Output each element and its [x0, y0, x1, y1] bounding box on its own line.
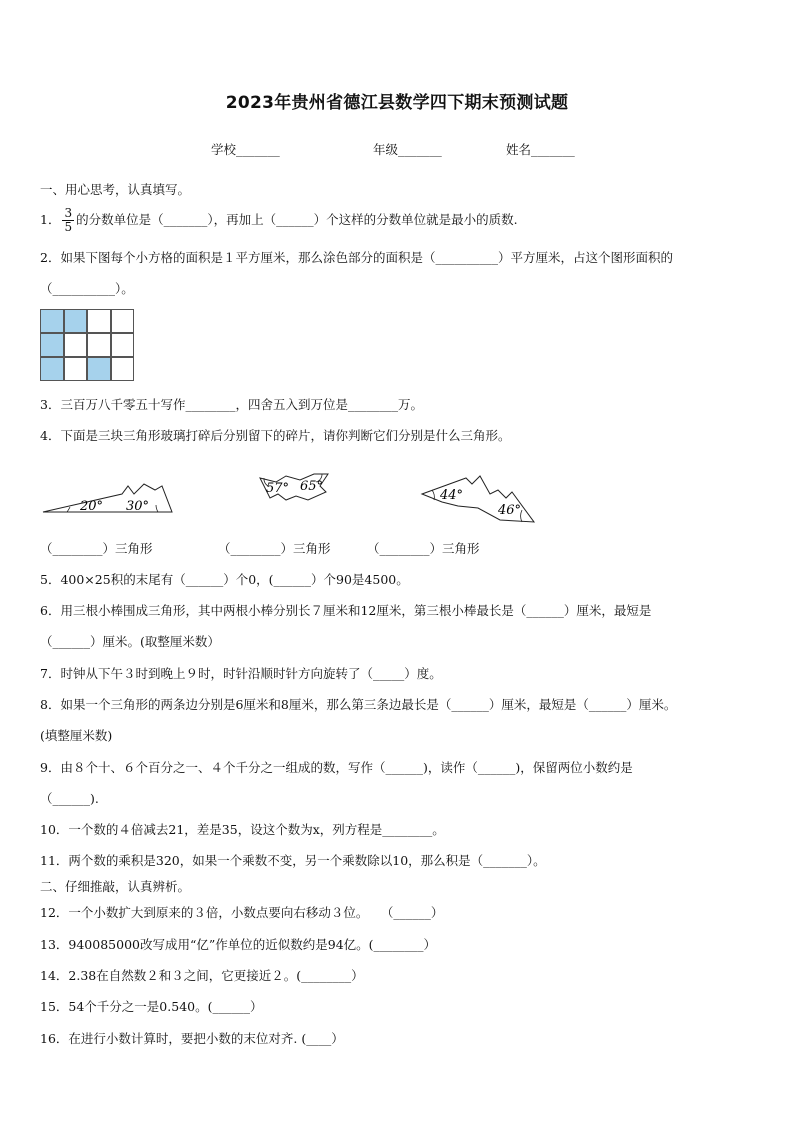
- question-1-text: 的分数单位是（_______），再加上（______）个这样的分数单位就是最小的质数.: [76, 212, 518, 227]
- question-16: 16．在进行小数计算时，要把小数的末位对齐. (____）: [40, 1031, 344, 1046]
- question-4-answer-a: （________）三角形: [40, 541, 153, 556]
- question-3: 3．三百万八千零五十写作________，四舍五入到万位是________万。: [40, 397, 423, 412]
- question-14: 14．2.38在自然数２和３之间，它更接近２。(________）: [40, 968, 364, 983]
- triangle-shard-c: [418, 472, 538, 526]
- triangle-shard-b: [256, 470, 336, 504]
- school-field: 学校_______: [211, 142, 280, 157]
- grid-cell: [64, 333, 88, 357]
- name-field: 姓名_______: [506, 142, 575, 157]
- question-6-line-1: 6．用三根小棒围成三角形，其中两根小棒分别长７厘米和12厘米，第三根小棒最长是（______）厘米，最短是: [40, 603, 652, 618]
- triangle-shard-a: [40, 480, 180, 520]
- question-13: 13．940085000改写成用“亿”作单位的近似数约是94亿。(________）: [40, 937, 437, 952]
- question-4: 4．下面是三块三角形玻璃打碎后分别留下的碎片，请你判断它们分别是什么三角形。: [40, 428, 511, 443]
- question-8-line-1: 8．如果一个三角形的两条边分别是6厘米和8厘米，那么第三条边最长是（______）厘米，最短是（______）厘米。: [40, 697, 677, 712]
- question-2-line-1: 2．如果下图每个小方格的面积是１平方厘米，那么涂色部分的面积是（__________）平方厘米，占这个图形面积的: [40, 250, 673, 265]
- grid-cell-shaded: [87, 357, 111, 381]
- shard-b-angle-1: 57°: [266, 481, 290, 496]
- shard-b-angle-2: 65°: [300, 479, 324, 494]
- grid-cell-shaded: [40, 309, 64, 333]
- grade-field: 年级_______: [373, 142, 442, 157]
- shard-c-angle-2: 46°: [498, 503, 522, 518]
- shard-a-angle-1: 20°: [80, 499, 104, 514]
- grid-cell-shaded: [40, 357, 64, 381]
- grid-cell: [111, 309, 135, 333]
- question-1-number: 1．: [40, 212, 61, 227]
- fraction-three-fifths: [62, 207, 74, 234]
- question-9-line-2: （______).: [40, 791, 99, 806]
- grid-cell-shaded: [64, 309, 88, 333]
- page-title: 2023年贵州省德江县数学四下期末预测试题: [225, 93, 569, 113]
- question-10: 10．一个数的４倍减去21，差是35，设这个数为x，列方程是________。: [40, 822, 445, 837]
- grid-cell: [87, 309, 111, 333]
- question-2-line-2: （__________）。: [40, 281, 134, 296]
- question-11: 11．两个数的乘积是320，如果一个乘数不变，另一个乘数除以10，那么积是（_______）。: [40, 853, 546, 868]
- grid-cell-shaded: [40, 333, 64, 357]
- question-8-line-2: (填整厘米数): [40, 728, 113, 743]
- grid-cell: [64, 357, 88, 381]
- fraction-numerator: 3: [64, 206, 73, 220]
- area-grid: [40, 309, 134, 381]
- fraction-denominator: 5: [64, 220, 73, 234]
- shard-a-angle-2: 30°: [126, 499, 150, 514]
- question-7: 7．时钟从下午３时到晚上９时，时针沿顺时针方向旋转了（_____）度。: [40, 666, 442, 681]
- question-12: 12．一个小数扩大到原来的３倍，小数点要向右移动３位。 （______）: [40, 905, 444, 920]
- question-9-line-1: 9．由８个十、６个百分之一、４个千分之一组成的数，写作（______)，读作（______)，保留两位小数约是: [40, 760, 633, 775]
- question-6-line-2: （______）厘米。(取整厘米数）: [40, 634, 220, 649]
- question-15: 15．54个千分之一是0.540。(______）: [40, 999, 263, 1014]
- grid-cell: [111, 357, 135, 381]
- section-one-heading: 一、用心思考，认真填写。: [40, 182, 191, 197]
- question-4-answer-c: （________）三角形: [367, 541, 480, 556]
- question-1: [40, 203, 518, 237]
- question-5: 5．400×25积的末尾有（______）个0，(______）个90是4500。: [40, 572, 409, 587]
- question-4-answer-b: （________）三角形: [218, 541, 331, 556]
- grid-cell: [111, 333, 135, 357]
- section-two-heading: 二、仔细推敲，认真辨析。: [40, 879, 191, 894]
- shard-c-angle-1: 44°: [440, 488, 464, 503]
- grid-cell: [87, 333, 111, 357]
